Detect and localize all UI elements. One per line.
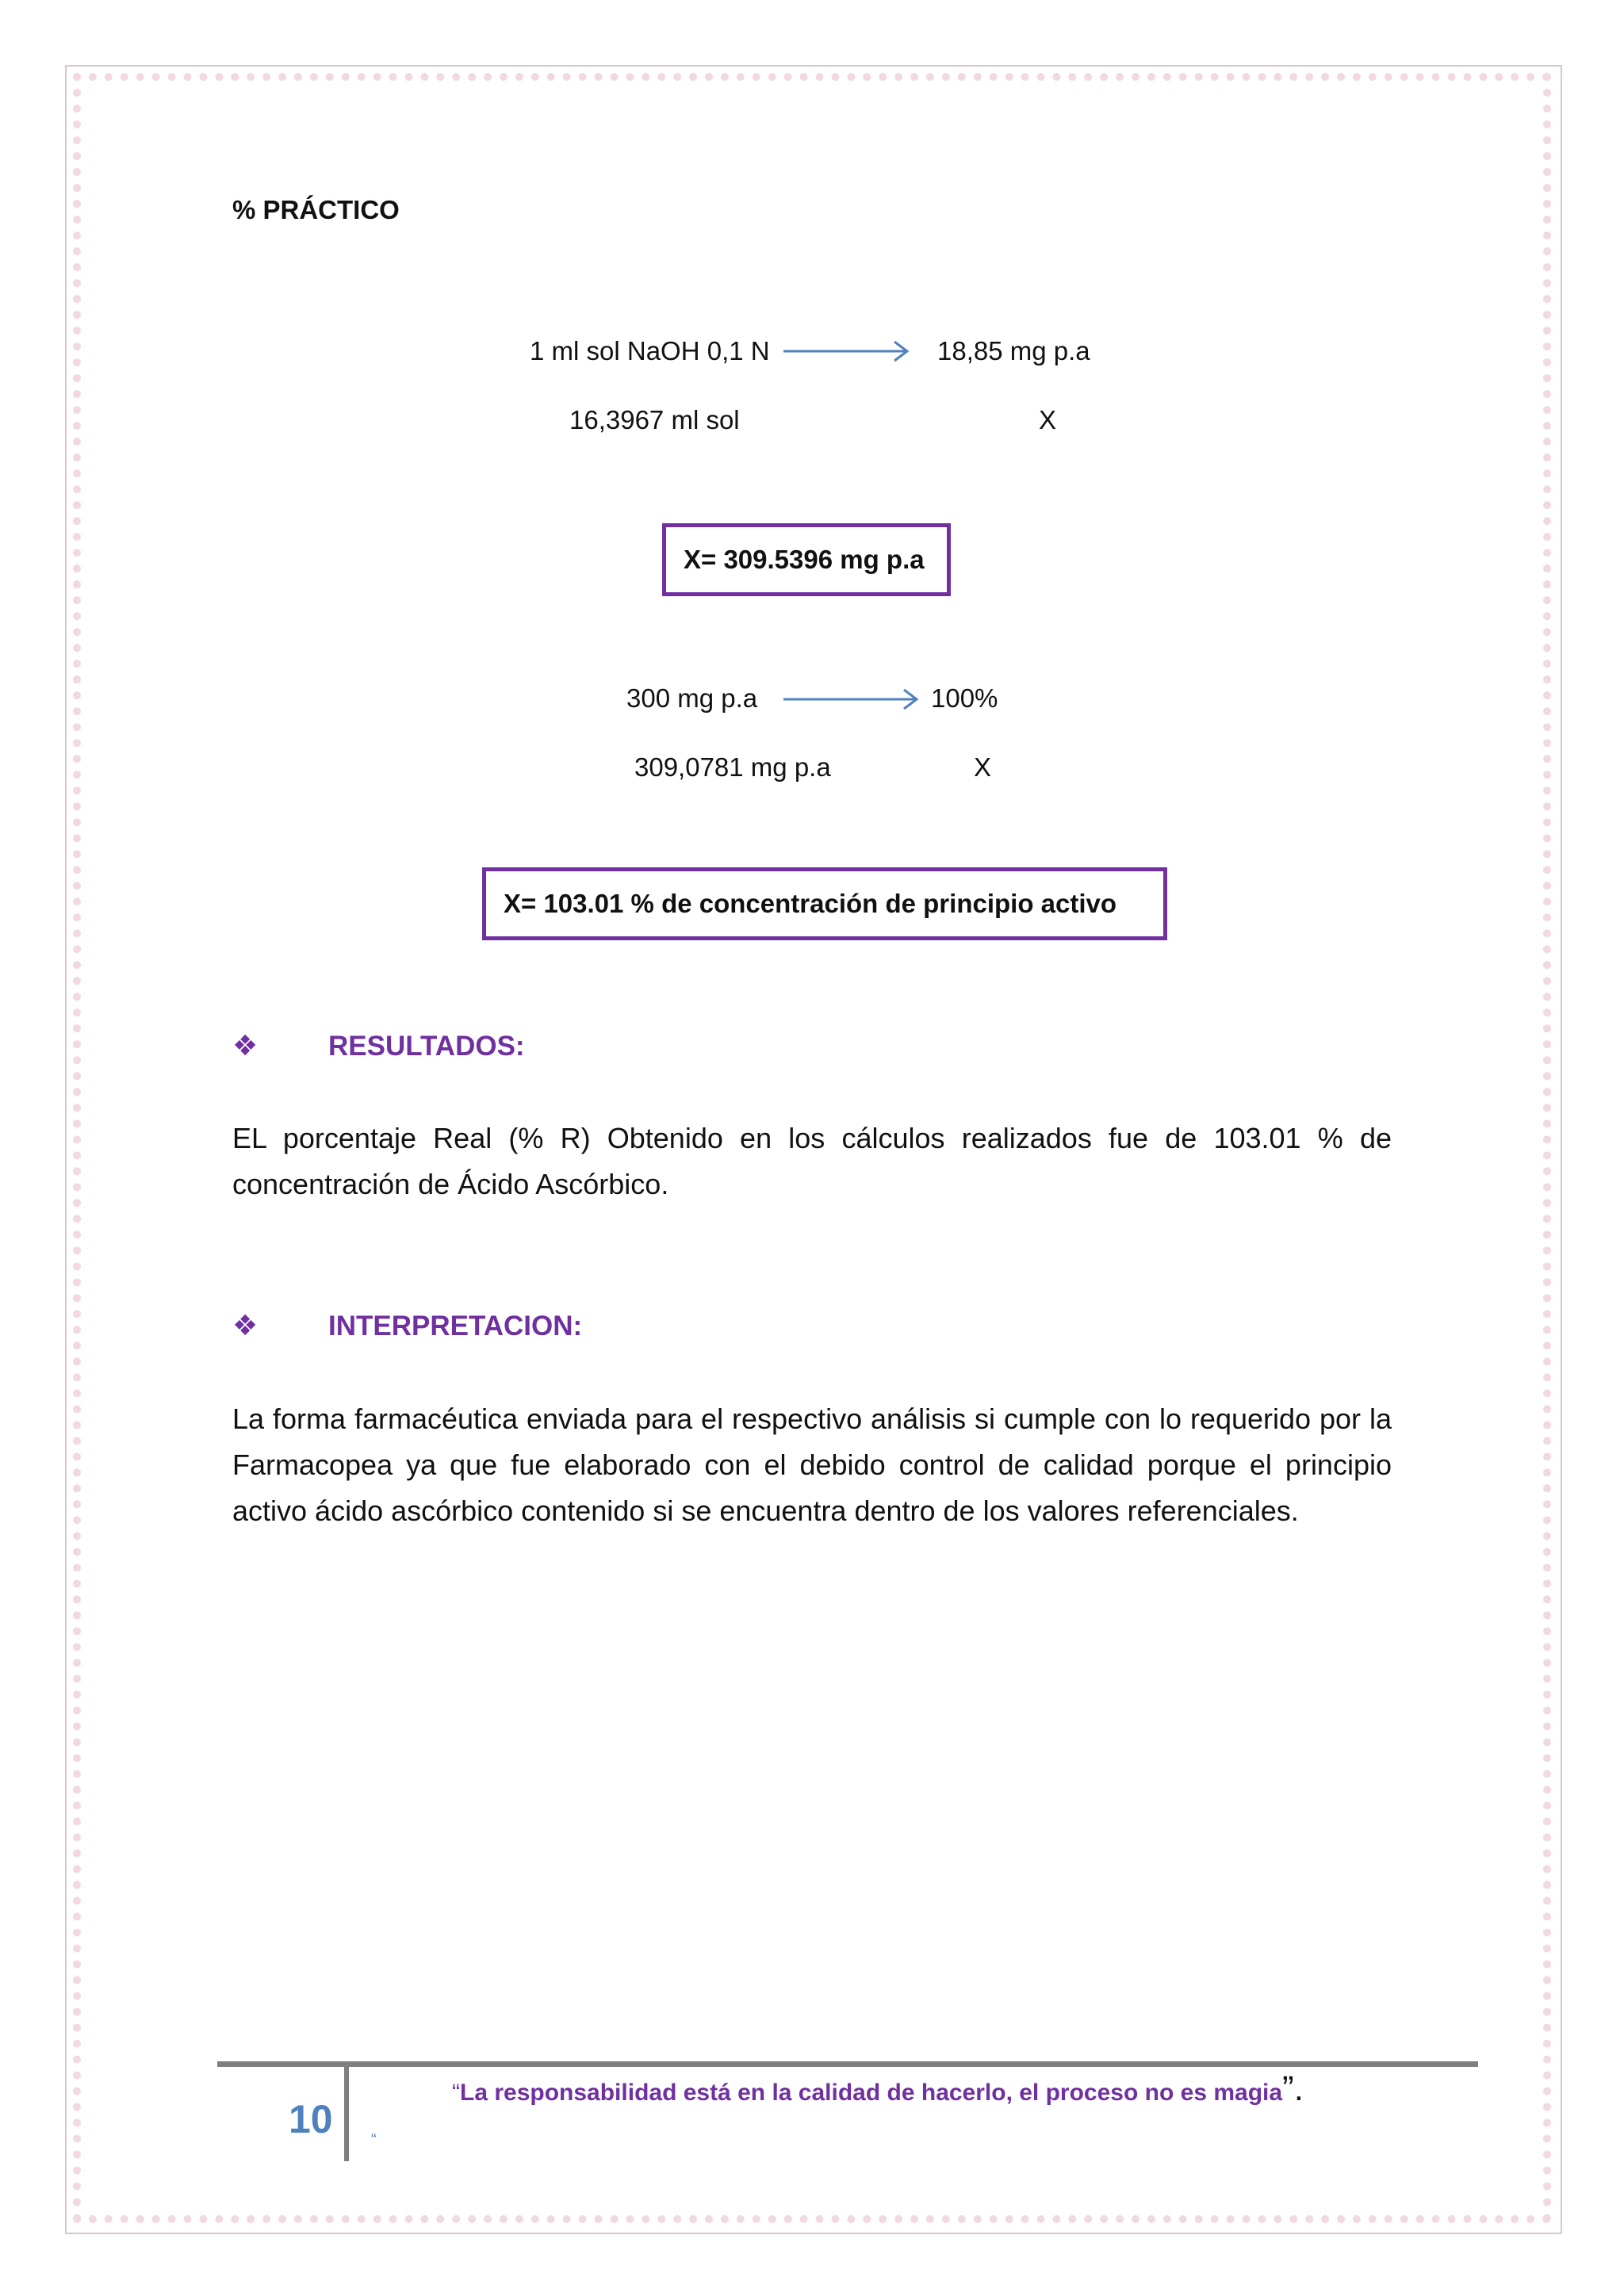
footer-quote bbox=[452, 2069, 1304, 2109]
quote-open-mark: “ bbox=[452, 2080, 460, 2106]
arrow-right-icon bbox=[783, 339, 912, 363]
calc2-row1-right: 100% bbox=[931, 683, 998, 713]
section-title-interpretacion: INTERPRETACION: bbox=[328, 1311, 583, 1341]
calc1-row1-right: 18,85 mg p.a bbox=[937, 336, 1090, 365]
footer-divider bbox=[217, 2061, 1478, 2067]
section-title-resultados: RESULTADOS: bbox=[328, 1031, 525, 1062]
footer-small-quote-mark: “ bbox=[371, 2131, 377, 2149]
resultados-paragraph: EL porcentaje Real (% R) Obtenido en los cálculos realizados fue de 103.01 % de concentración de Ácido Ascórbico. bbox=[232, 1122, 1392, 1200]
calc1-row1-left: 1 ml sol NaOH 0,1 N bbox=[530, 336, 770, 365]
page-number: 10 bbox=[289, 2097, 333, 2141]
interpretacion-paragraph: La forma farmacéutica enviada para el respectivo análisis si cumple con lo requerido por la Farmacopea ya que fue elaborado con el debido control de calidad porque el principio activo ácido ascórbico contenido si se encuentra dentro de los valores referenciales. bbox=[232, 1402, 1392, 1527]
calc1-result: X= 309.5396 mg p.a bbox=[684, 545, 925, 574]
footer-quote-text: La responsabilidad está en la calidad de hacerlo, el proceso no es magia bbox=[460, 2080, 1283, 2106]
calc2-row2-left: 309,0781 mg p.a bbox=[634, 752, 831, 782]
calc1-row2-left: 16,3967 ml sol bbox=[569, 405, 740, 434]
arrow-right-icon bbox=[783, 687, 921, 711]
quote-close-mark: ”. bbox=[1282, 2069, 1304, 2108]
calc2-result-box bbox=[482, 867, 1167, 940]
calc2-result: X= 103.01 % de concentración de principio activo bbox=[504, 889, 1117, 918]
footer-vertical-divider bbox=[344, 2064, 349, 2161]
calc2-row2-right: X bbox=[974, 752, 992, 782]
diamond-bullet-icon: ❖ bbox=[232, 1029, 259, 1062]
diamond-bullet-icon: ❖ bbox=[232, 1309, 259, 1341]
calc1-result-box bbox=[662, 523, 951, 596]
calc2-row1-left: 300 mg p.a bbox=[626, 683, 758, 713]
calc1-row2-right: X bbox=[1039, 405, 1057, 434]
section-heading-practico: % PRÁCTICO bbox=[232, 195, 400, 224]
